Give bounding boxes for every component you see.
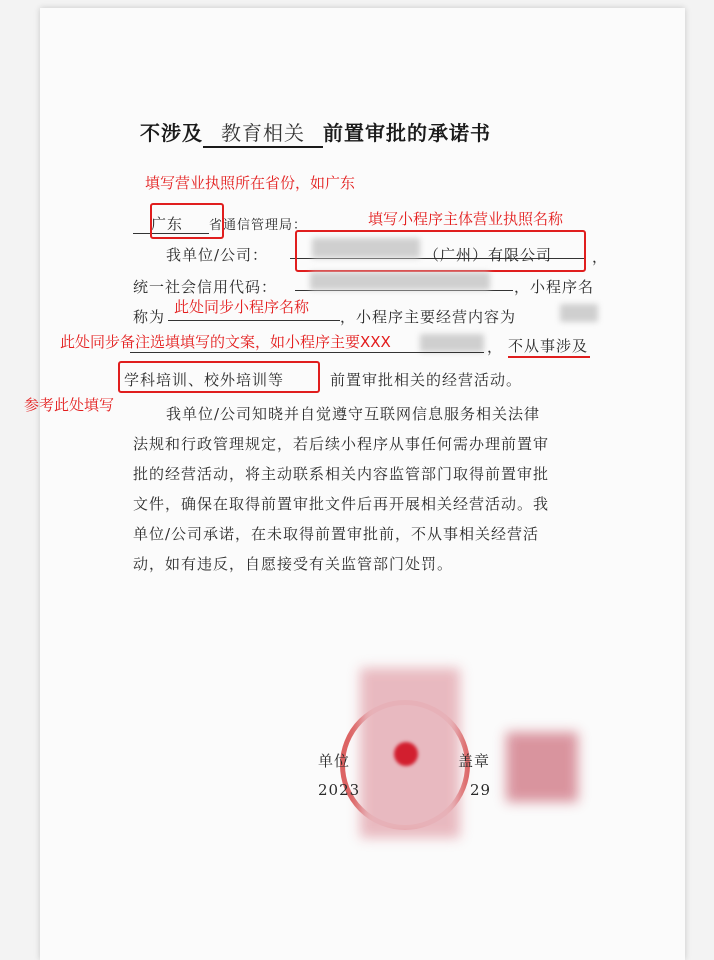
document-title [140,117,491,148]
line3-suffix: ，小程序名 [514,278,595,296]
line4-suffix: ，小程序主要经营内容为 [340,308,517,326]
annotation-province: 填写营业执照所在省份，如广东 [145,174,356,192]
highlight-training-box [118,361,320,393]
line2-end: ， [592,248,609,266]
province-value: 广东 [147,215,187,234]
para-line-1: 我单位/公司知晓并自觉遵守互联网信息服务相关法律 [166,405,541,423]
line5-text: 不从事涉及 [508,337,589,355]
date-day: 29 [470,781,492,799]
title-suffix: 前置审批的承诺书 [323,121,491,145]
content-underline [130,352,484,353]
line5-end: ， [487,338,504,356]
para-line-4: 文件，确保在取得前置审批文件后再开展相关经营活动。我 [133,495,550,513]
line2-prefix: 我单位/公司： [166,246,269,264]
line-credit-code-label: 统一社会信用代码： [133,278,278,296]
para-line-6: 动，如有违反，自愿接受有关监管部门处罚。 [133,555,454,573]
para-line-3: 批的经营活动，将主动联系相关内容监管部门取得前置审批 [133,465,550,483]
mini-name-underline [168,320,340,321]
annotation-content: 此处同步备注选填填写的文案，如小程序主要XXX [60,333,391,351]
line-company [166,244,268,265]
sign-label-b: 盖章 [458,752,491,770]
line6-fill: 学科培训、校外培训等 [124,371,285,389]
para-line-5: 单位/公司承诺，在未取得前置审批前，不从事相关经营活 [133,525,540,543]
title-prefix: 不涉及 [140,121,203,145]
annotation-reference: 参考此处填写 [24,396,115,414]
highlight-underline [508,356,590,358]
seal-center [394,742,418,766]
underline [133,218,147,234]
annotation-mini-name: 此处同步小程序名称 [174,298,310,316]
line1-suffix: 省通信管理局： [209,218,308,233]
highlight-company-box [295,230,586,272]
date-year: 2023 [318,781,361,799]
redacted-credit-code [310,272,490,290]
title-blank: 教育相关 [203,117,323,148]
company-suffix: （广州）有限公司 [424,246,553,264]
redacted-content [560,304,598,322]
sign-label-a: 单位 [318,752,351,770]
line6-text: 前置审批相关的经营活动。 [330,371,523,389]
line4-prefix: 称为 [133,308,166,326]
highlight-province-box [150,203,224,239]
credit-code-underline [295,290,513,291]
para-line-2: 法规和行政管理规定，若后续小程序从事任何需办理前置审 [133,435,550,453]
redacted-content-2 [420,334,484,352]
annotation-company: 填写小程序主体营业执照名称 [368,210,564,228]
redacted-signature [506,732,578,802]
